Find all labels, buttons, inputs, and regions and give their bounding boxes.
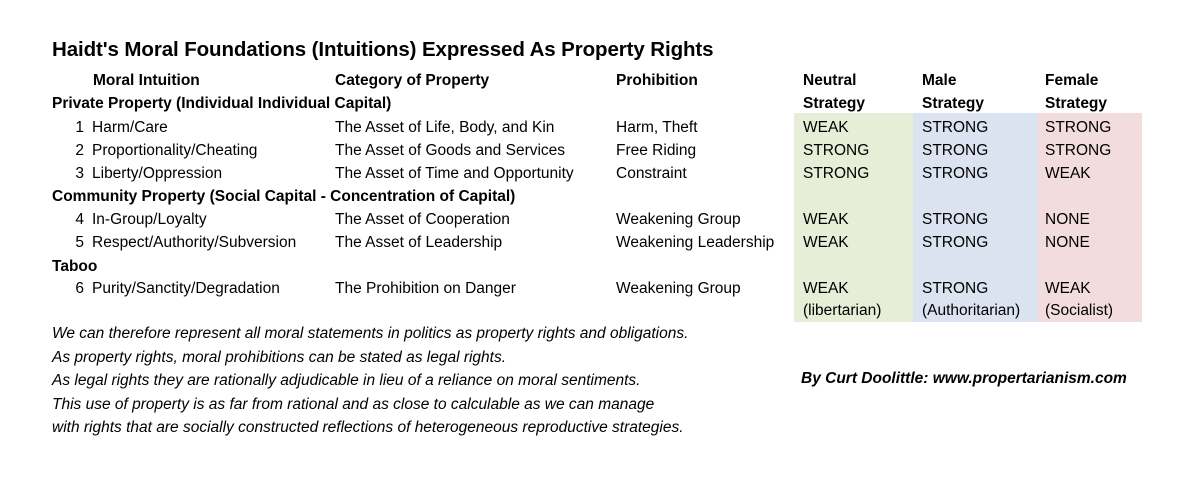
male-strategy-label: (Authoritarian) [922, 302, 1021, 319]
row-neutral-value: STRONG [803, 165, 870, 182]
note-line: We can therefore represent all moral statements in politics as property rights and obligations. [52, 325, 689, 342]
row-number: 4 [75, 211, 84, 228]
row-female-value: NONE [1045, 234, 1090, 251]
row-male-value: STRONG [922, 165, 989, 182]
row-intuition: Purity/Sanctity/Degradation [92, 280, 280, 297]
row-number: 3 [75, 165, 84, 182]
row-neutral-value: WEAK [803, 280, 849, 297]
row-number: 1 [75, 119, 84, 136]
row-category: The Asset of Cooperation [335, 211, 510, 228]
column-header-category-of-property: Category of Property [335, 72, 490, 89]
column-header-prohibition: Prohibition [616, 72, 698, 89]
page-title: Haidt's Moral Foundations (Intuitions) Expressed As Property Rights [52, 38, 714, 61]
row-prohibition: Weakening Leadership [616, 234, 775, 251]
row-prohibition: Weakening Group [616, 280, 741, 297]
row-male-value: STRONG [922, 142, 989, 159]
row-prohibition: Harm, Theft [616, 119, 698, 136]
column-header-female-strategy-line1: Female [1045, 72, 1099, 89]
row-intuition: Harm/Care [92, 119, 168, 136]
row-female-value: NONE [1045, 211, 1090, 228]
section-private-property: Private Property (Individual Individual Capital) [52, 95, 392, 112]
row-category: The Asset of Leadership [335, 234, 503, 251]
row-male-value: STRONG [922, 280, 989, 297]
row-category: The Asset of Goods and Services [335, 142, 566, 159]
row-male-value: STRONG [922, 234, 989, 251]
column-header-moral-intuition: Moral Intuition [93, 72, 200, 89]
row-number: 2 [75, 142, 84, 159]
note-line: As property rights, moral prohibitions can be stated as legal rights. [52, 349, 507, 366]
note-line: This use of property is as far from rational and as close to calculable as we can manage [52, 396, 655, 413]
row-female-value: STRONG [1045, 142, 1112, 159]
row-neutral-value: WEAK [803, 119, 849, 136]
section-taboo: Taboo [52, 258, 98, 275]
section-community-property: Community Property (Social Capital - Concentration of Capital) [52, 188, 516, 205]
row-female-value: WEAK [1045, 280, 1091, 297]
row-category: The Asset of Life, Body, and Kin [335, 119, 555, 136]
row-number: 6 [75, 280, 84, 297]
row-category: The Prohibition on Danger [335, 280, 516, 297]
column-header-neutral-strategy-line2: Strategy [803, 95, 866, 112]
row-neutral-value: WEAK [803, 234, 849, 251]
column-header-male-strategy-line1: Male [922, 72, 957, 89]
note-line: with rights that are socially constructed reflections of heterogeneous reproductive strategies. [52, 419, 684, 436]
byline: By Curt Doolittle: www.propertarianism.com [801, 370, 1127, 387]
row-intuition: In-Group/Loyalty [92, 211, 207, 228]
row-category: The Asset of Time and Opportunity [335, 165, 574, 182]
row-male-value: STRONG [922, 211, 989, 228]
column-header-female-strategy-line2: Strategy [1045, 95, 1108, 112]
row-female-value: WEAK [1045, 165, 1091, 182]
female-strategy-label: (Socialist) [1045, 302, 1114, 319]
row-prohibition: Free Riding [616, 142, 697, 159]
column-header-neutral-strategy-line1: Neutral [803, 72, 857, 89]
row-intuition: Liberty/Oppression [92, 165, 223, 182]
row-intuition: Proportionality/Cheating [92, 142, 258, 159]
neutral-strategy-label: (libertarian) [803, 302, 882, 319]
column-header-male-strategy-line2: Strategy [922, 95, 985, 112]
row-male-value: STRONG [922, 119, 989, 136]
row-female-value: STRONG [1045, 119, 1112, 136]
row-intuition: Respect/Authority/Subversion [92, 234, 297, 251]
row-prohibition: Weakening Group [616, 211, 741, 228]
row-neutral-value: WEAK [803, 211, 849, 228]
row-prohibition: Constraint [616, 165, 687, 182]
note-line: As legal rights they are rationally adjudicable in lieu of a reliance on moral sentiments. [52, 372, 641, 389]
row-number: 5 [75, 234, 84, 251]
row-neutral-value: STRONG [803, 142, 870, 159]
